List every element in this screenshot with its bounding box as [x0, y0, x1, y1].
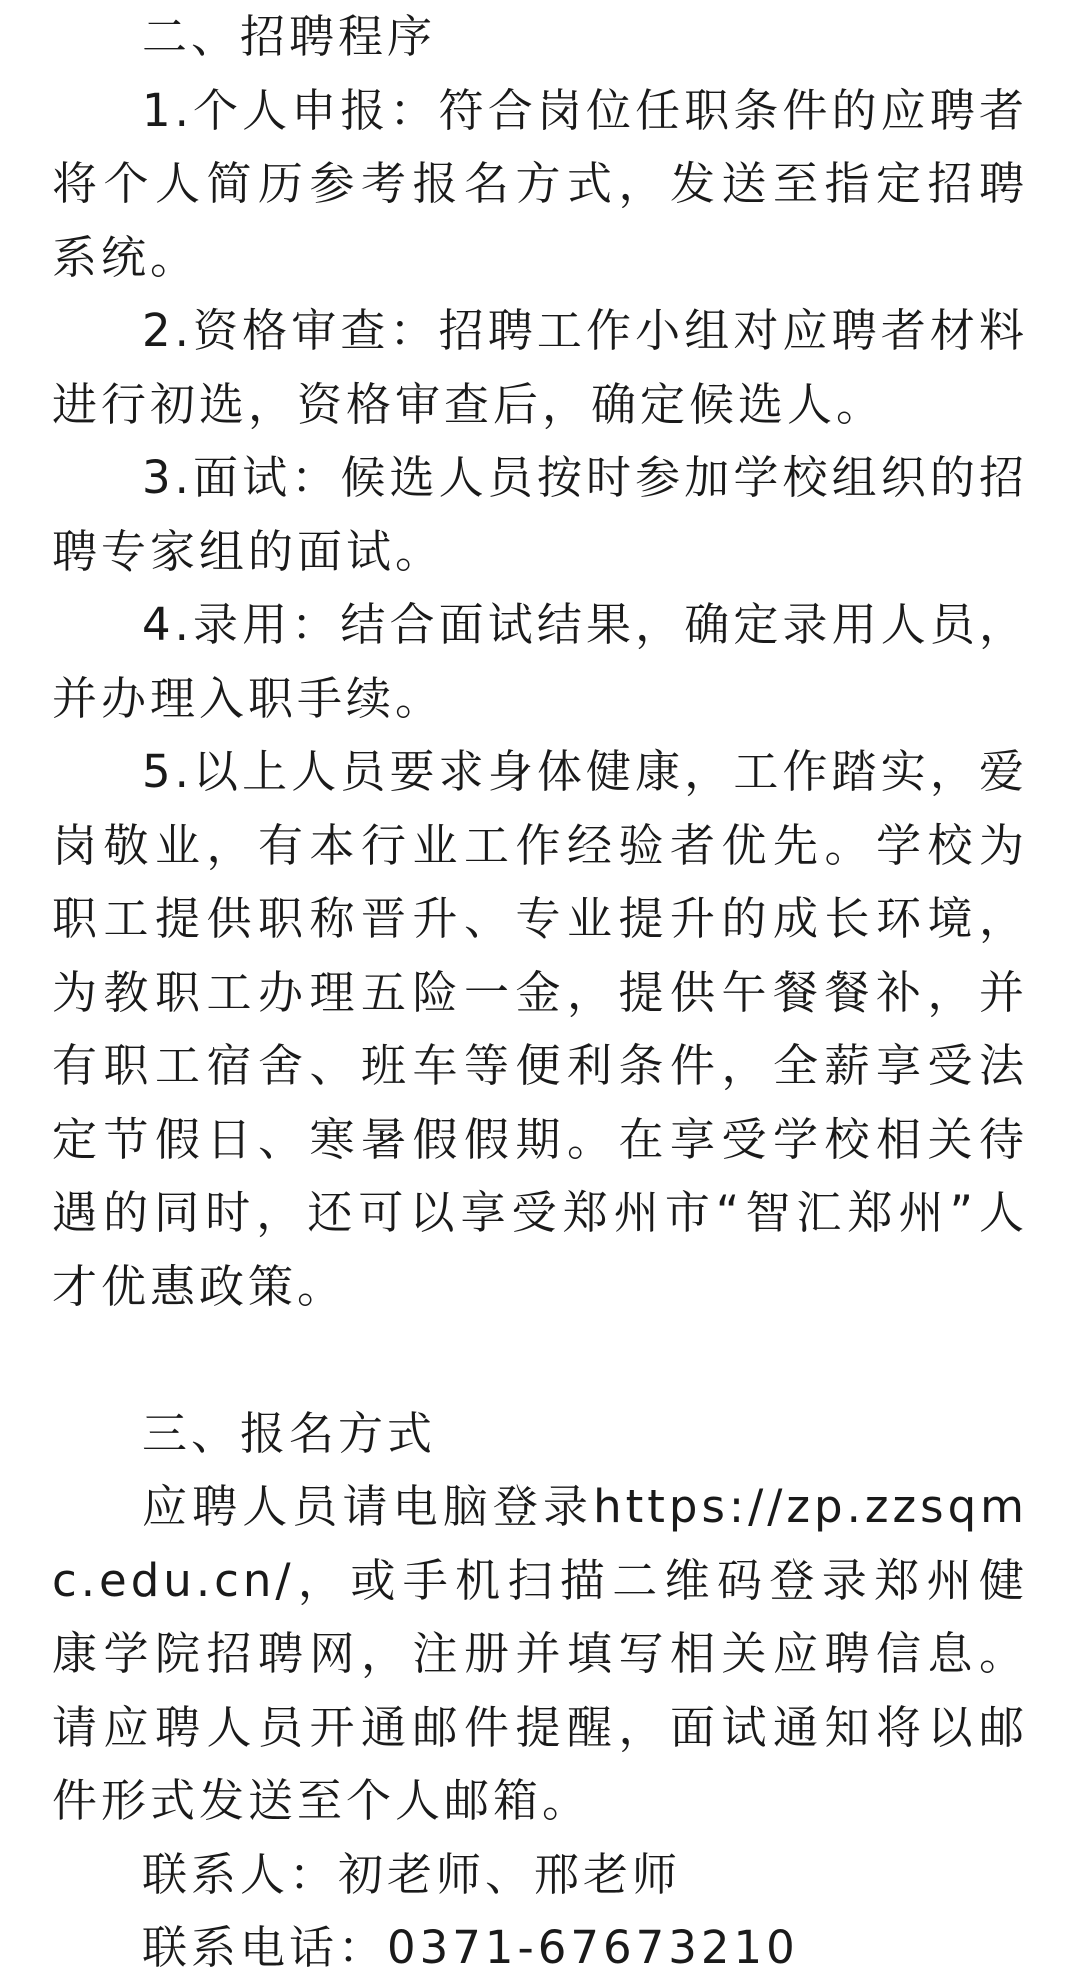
section-heading-application-method: 三、报名方式	[142, 1406, 437, 1460]
procedure-item-requirements-benefits: 5.以上人员要求身体健康，工作踏实，爱岗敬业，有本行业工作经验者优先。学校为职工提供职称晋升、专业提升的成长环境，为教职工办理五险一金，提供午餐餐补，并有职工宿舍、班车等便利条件，全薪享受法定节假日、寒暑假假期。在享受学校相关待遇的同时，还可以享受郑州市“智汇郑州”人才优惠政策。	[52, 745, 1028, 1313]
section-spacer	[52, 1323, 1028, 1397]
procedure-item-hiring: 4.录用：结合面试结果，确定录用人员，并办理入职手续。	[52, 598, 1028, 725]
procedure-item-application: 1.个人申报：符合岗位任职条件的应聘者将个人简历参考报名方式，发送至指定招聘系统。	[52, 83, 1028, 284]
application-intro: 应聘人员请电脑登录	[142, 1480, 594, 1533]
application-method-paragraph	[52, 1470, 1028, 1838]
contact-person: 联系人：初老师、邢老师	[142, 1847, 682, 1901]
application-details: ，或手机扫描二维码登录郑州健康学院招聘网，注册并填写相关应聘信息。请应聘人员开通邮件提醒，面试通知将以邮件形式发送至个人邮箱。	[52, 1553, 1028, 1827]
section-heading-recruitment-procedure: 二、招聘程序	[142, 10, 437, 63]
recruitment-site-link[interactable]: https://zp.zzsqmc.edu.cn/	[52, 1480, 1028, 1607]
procedure-item-interview: 3.面试：候选人员按时参加学校组织的招聘专家组的面试。	[52, 451, 1028, 578]
article-body	[52, 0, 1028, 1985]
procedure-item-qualification-review: 2.资格审查：招聘工作小组对应聘者材料进行初选，资格审查后，确定候选人。	[52, 304, 1028, 431]
contact-phone: 联系电话：0371-67673210	[142, 1921, 799, 1974]
